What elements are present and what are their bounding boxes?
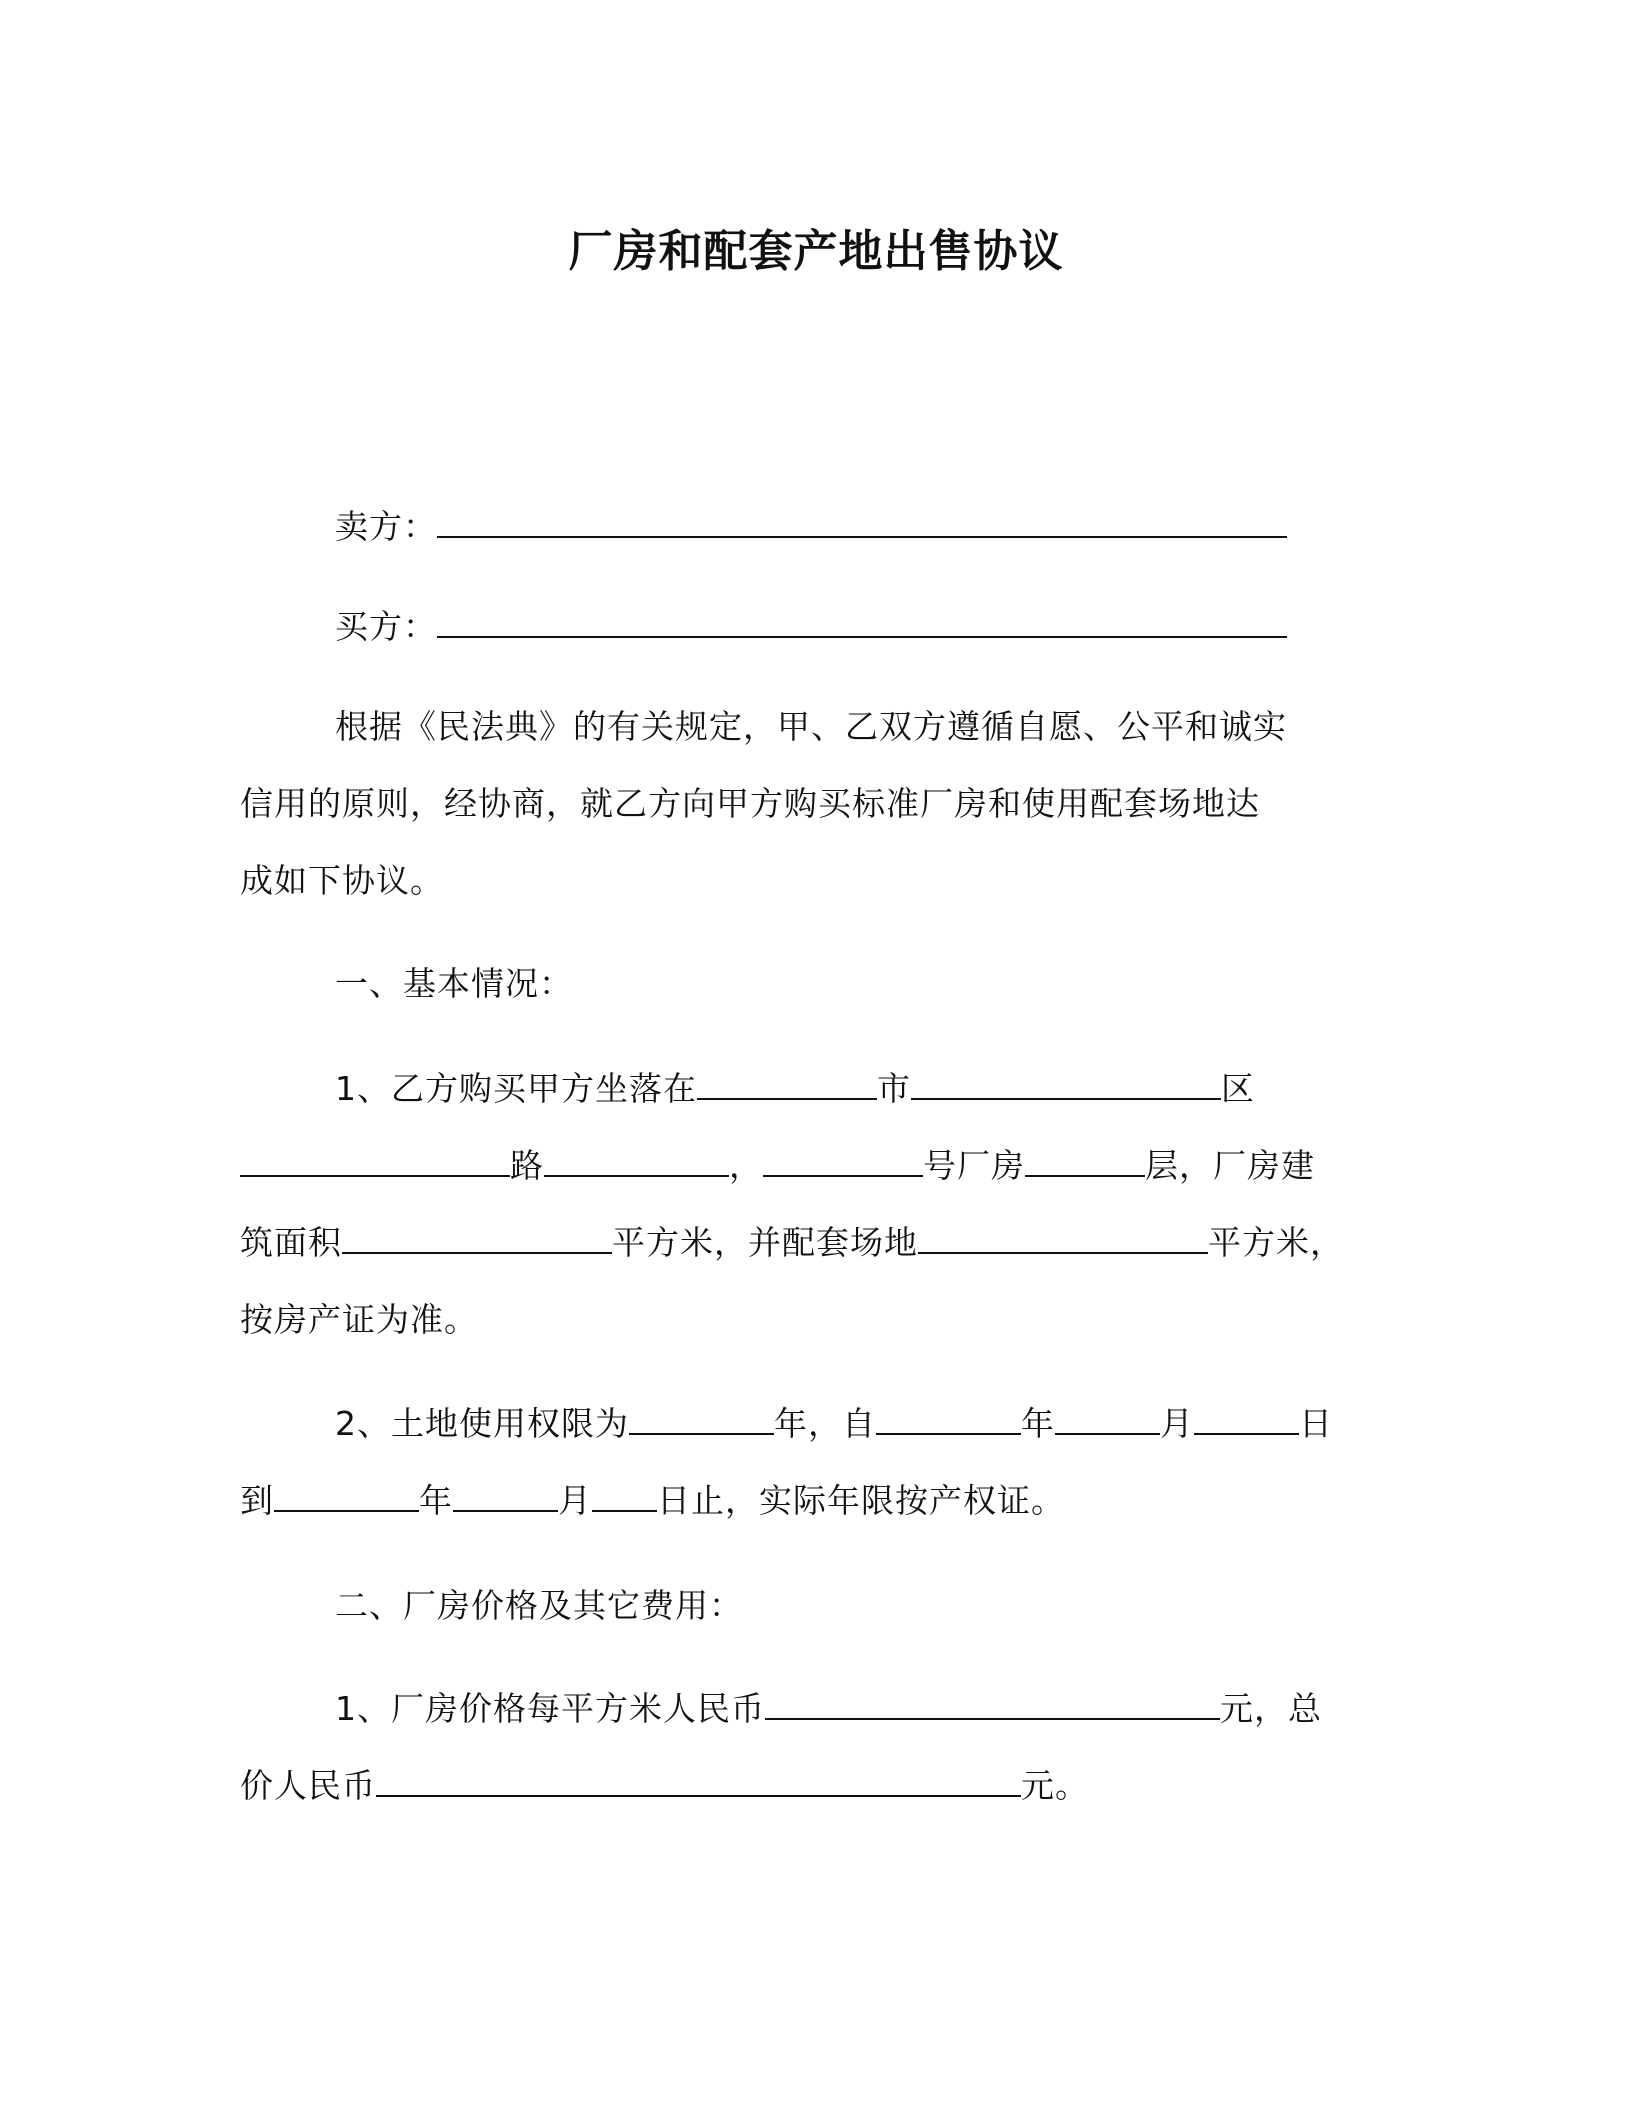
buyer-line xyxy=(240,588,1380,665)
party-block xyxy=(240,488,1380,665)
item-text: 路 xyxy=(510,1146,544,1185)
buyer-blank[interactable] xyxy=(437,608,1287,638)
end-year-blank[interactable] xyxy=(274,1482,419,1512)
road-blank[interactable] xyxy=(240,1147,510,1177)
item-text: 元，总 xyxy=(1220,1689,1322,1728)
item-line xyxy=(240,1385,1380,1462)
item-text: 1、厂房价格每平方米人民币 xyxy=(335,1689,765,1728)
section-2-item-1 xyxy=(240,1670,1380,1824)
item-line xyxy=(240,1204,1380,1281)
section-1-heading: 一、基本情况： xyxy=(335,964,573,1003)
section-1-heading-block xyxy=(240,945,1380,1022)
document-title: 厂房和配套产地出售协议 xyxy=(568,226,1064,277)
unit-price-blank[interactable] xyxy=(765,1690,1220,1720)
item-text: 层，厂房建 xyxy=(1145,1146,1315,1185)
item-text: 到 xyxy=(240,1481,274,1520)
preamble-line: 成如下协议。 xyxy=(240,861,444,900)
total-price-blank[interactable] xyxy=(376,1767,1021,1797)
city-blank[interactable] xyxy=(697,1070,877,1100)
start-year-blank[interactable] xyxy=(876,1405,1021,1435)
item-text: 年 xyxy=(1021,1404,1055,1443)
seller-label: 卖方： xyxy=(335,507,437,546)
item-text: 1、乙方购买甲方坐落在 xyxy=(335,1069,697,1108)
start-month-blank[interactable] xyxy=(1055,1405,1160,1435)
item-text: 平方米，并配套场地 xyxy=(612,1223,918,1262)
item-text: 号厂房 xyxy=(923,1146,1025,1185)
item-line xyxy=(240,1050,1380,1127)
item-line xyxy=(240,1670,1380,1747)
item-line xyxy=(240,1462,1380,1539)
item-text: ， xyxy=(729,1146,763,1185)
item-line xyxy=(240,1127,1380,1204)
item-text: 价人民币 xyxy=(240,1766,376,1805)
preamble-line: 信用的原则，经协商，就乙方向甲方购买标准厂房和使用配套场地达 xyxy=(240,784,1260,823)
item-text: 日 xyxy=(1299,1404,1333,1443)
item-text: 市 xyxy=(877,1069,911,1108)
floor-blank[interactable] xyxy=(1025,1147,1145,1177)
item-text: 平方米， xyxy=(1208,1223,1344,1262)
item-text: 2、土地使用权限为 xyxy=(335,1404,629,1443)
item-text: 元。 xyxy=(1021,1766,1089,1805)
section-1-item-1 xyxy=(240,1050,1380,1358)
section-2-heading: 二、厂房价格及其它费用： xyxy=(335,1586,743,1625)
buyer-label: 买方： xyxy=(335,607,437,646)
item-text: 年，自 xyxy=(774,1404,876,1443)
preamble-paragraph xyxy=(240,688,1380,919)
seller-blank[interactable] xyxy=(437,508,1287,538)
item-line: 按房产证为准。 xyxy=(240,1300,478,1339)
end-month-blank[interactable] xyxy=(453,1482,558,1512)
site-area-blank[interactable] xyxy=(918,1224,1208,1254)
seller-line xyxy=(240,488,1380,565)
item-text: 日止，实际年限按产权证。 xyxy=(657,1481,1065,1520)
years-blank[interactable] xyxy=(629,1405,774,1435)
item-text: 月 xyxy=(558,1481,592,1520)
item-text: 筑面积 xyxy=(240,1223,342,1262)
preamble-line: 根据《民法典》的有关规定，甲、乙双方遵循自愿、公平和诚实 xyxy=(335,707,1287,746)
district-blank[interactable] xyxy=(911,1070,1221,1100)
road-number-blank[interactable] xyxy=(544,1147,729,1177)
section-2-heading-block xyxy=(240,1567,1380,1644)
building-number-blank[interactable] xyxy=(763,1147,923,1177)
start-day-blank[interactable] xyxy=(1194,1405,1299,1435)
end-day-blank[interactable] xyxy=(592,1482,657,1512)
item-text: 年 xyxy=(419,1481,453,1520)
item-text: 月 xyxy=(1160,1404,1194,1443)
item-text: 区 xyxy=(1221,1069,1255,1108)
section-1-item-2 xyxy=(240,1385,1380,1539)
item-line xyxy=(240,1747,1380,1824)
floor-area-blank[interactable] xyxy=(342,1224,612,1254)
